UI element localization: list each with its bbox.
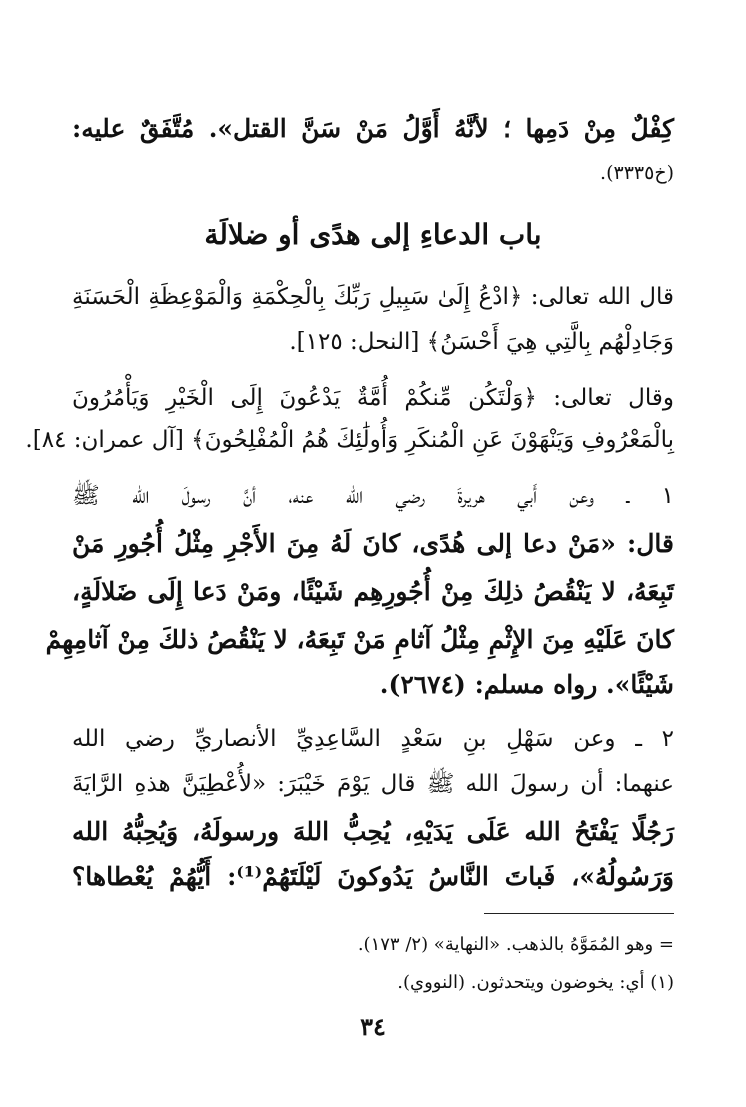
hadith-2-line-2: عنهما: أن رسولَ الله ﷺ قال يَوْمَ خَيْبَرَ: «لأُعْطِيَنَّ هذهِ الرَّايَةَ [72,771,674,797]
hadith-1-line-3: تَبِعَهُ، لا يَنْقُصُ ذلِكَ مِنْ أُجُورِهِم شَيْئًا، ومَنْ دَعا إِلَى ضَلالَةٍ، [72,577,674,606]
hadith-1-line-5: شَيْئًا». رواه مسلم: (٢٦٧٤). [379,670,674,699]
continuation-reference: (خ٣٣٣٥). [600,162,674,184]
footnote-continuation: = وهو المُمَوَّهُ بالذهب. «النهاية» (٢/ ١٧٣). [357,934,674,955]
footnote-1: (١) أي: يخوضون ويتحدثون. (النووي). [397,972,674,993]
hadith-2-line-4: وَرَسُولُهُ»، فَباتَ النَّاسُ يَدُوكونَ لَيْلَتَهُمْ⁽¹⁾: أَيُّهُمْ يُعْطاها؟ [72,862,674,891]
hadith-2-line-1: ٢ ـ وعن سَهْلِ بنِ سَعْدٍ السَّاعِدِيِّ الأنصاريِّ رضي الله [72,726,674,752]
hadith-2-line-3: رَجُلًا يَفْتَحُ الله عَلَى يَدَيْهِ، يُحِبُّ اللهَ ورسولَهُ، وَيُحِبُّهُ الله [72,817,674,846]
verse-1-line-2: وَجَادِلْهُم بِالَّتِي هِيَ أَحْسَنُ﴾ [النحل: ١٢٥]. [289,329,674,355]
hadith-1-line-2: قال: «مَنْ دعا إلى هُدًى، كانَ لَهُ مِنَ الأَجْرِ مِثْلُ أُجُورِ مَنْ [72,529,674,558]
hadith-1-line-1: ١ ـ وعن أَبي هريرةَ رضي الله عنه، أنَّ رسولَ الله ﷺ [72,483,674,509]
page-number: ٣٤ [360,1012,386,1041]
verse-1-line-1: قال الله تعالى: ﴿ادْعُ إِلَىٰ سَبِيلِ رَبِّكَ بِالْحِكْمَةِ وَالْمَوْعِظَةِ الْحَسَنَةِ [72,284,674,310]
footnote-divider [484,913,674,914]
hadith-1-line-4: كانَ عَلَيْهِ مِنَ الإِثْمِ مِثْلُ آثامِ مَنْ تَبِعَهُ، لا يَنْقُصُ ذلكَ مِنْ آثامِهِمْ [45,625,674,654]
verse-2-line-2: بِالْمَعْرُوفِ وَيَنْهَوْنَ عَنِ الْمُنكَرِ وَأُولَٰئِكَ هُمُ الْمُفْلِحُونَ﴾ [آل عمران: ٨٤]. [25,427,674,453]
chapter-title: باب الدعاءِ إلى هدًى أو ضلالَة [204,218,542,251]
verse-2-line-1: وقال تعالى: ﴿وَلْتَكُن مِّنكُمْ أُمَّةٌ يَدْعُونَ إِلَى الْخَيْرِ وَيَأْمُرُونَ [72,385,674,411]
continuation-line-1: كِفْلٌ مِنْ دَمِها ؛ لأنَّهُ أَوَّلُ مَنْ سَنَّ القتل». مُتَّفَقٌ عليه: [72,114,674,143]
